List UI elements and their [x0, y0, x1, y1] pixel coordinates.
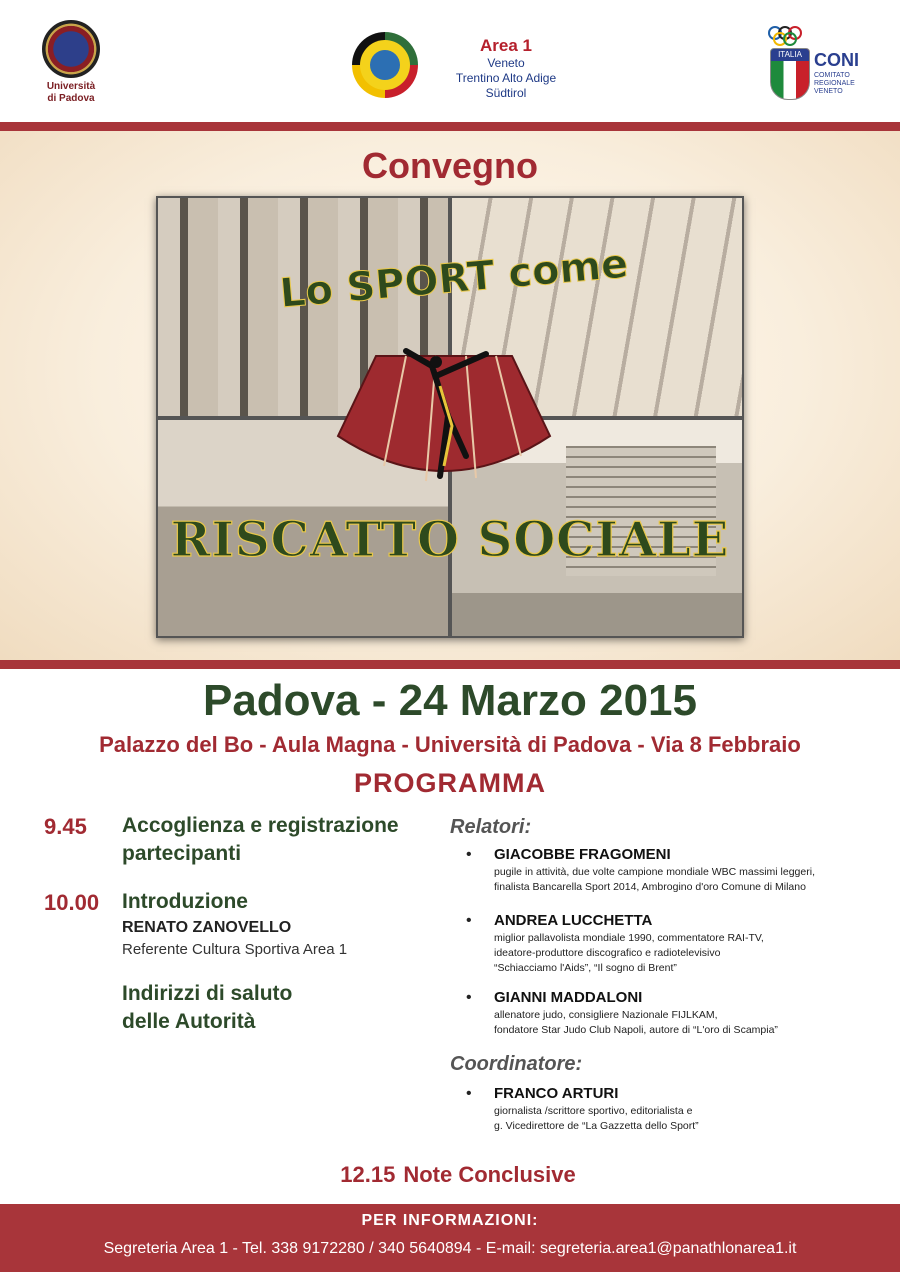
program-item-speaker: RENATO ZANOVELLO — [122, 919, 292, 936]
bullet-icon: • — [466, 1085, 472, 1102]
footer-contact: Segreteria Area 1 - Tel. 338 9172280 / 340 5640894 - E-mail: segreteria.area1@panathlonarea1.it — [103, 1240, 797, 1257]
program-item-title: Accoglienza e registrazione partecipanti — [122, 814, 399, 865]
middle-divider — [0, 660, 900, 669]
program-time: 10.00 — [44, 890, 100, 915]
event-date: Padova - 24 Marzo 2015 — [202, 676, 697, 725]
program-item-title: Introduzione — [122, 890, 248, 913]
university-logo — [36, 20, 106, 105]
convegno-title: Convegno — [362, 145, 538, 186]
bullet-icon: • — [466, 912, 472, 929]
closing-item — [0, 1162, 900, 1188]
speaker-desc: allenatore judo, consigliere Nazionale FIJLKAM, fondatore Star Judo Club Napoli, autore di “L'oro di Scampia” — [494, 1009, 778, 1036]
university-seal-icon — [42, 20, 100, 78]
area-title: Area 1 — [480, 36, 532, 55]
program-item-title: Indirizzi di saluto delle Autorità — [122, 982, 293, 1033]
coordinator-name: FRANCO ARTURI — [494, 1085, 619, 1102]
running-track-icon — [336, 346, 552, 496]
speaker-name: GIACOBBE FRAGOMENI — [494, 846, 671, 863]
italia-shield-icon: ITALIA — [770, 48, 810, 100]
bullet-icon: • — [466, 989, 472, 1006]
program-item-role: Referente Cultura Sportiva Area 1 — [122, 941, 348, 958]
banner-title-top: Lo SPORT come — [278, 240, 630, 318]
photo-collage — [156, 196, 744, 638]
banner-title-bottom: RISCATTO SOCIALE — [170, 512, 730, 568]
closing-label: Note Conclusive — [403, 1162, 576, 1187]
closing-time: 12.15 — [340, 1162, 396, 1187]
footer-heading: PER INFORMAZIONI: — [361, 1212, 539, 1229]
area-emblem-icon — [352, 32, 418, 98]
university-label: Università di Padova — [46, 81, 96, 104]
coordinatore-heading: Coordinatore: — [450, 1053, 583, 1075]
program-time: 9.45 — [44, 814, 87, 839]
speaker-desc: pugile in attività, due volte campione mondiale WBC massimi leggeri, finalista Bancarella Sport 2014, Ambrogino d'oro Comune di Milano — [494, 866, 815, 893]
area-label: Area 1 Veneto Trentino Alto Adige Südtirol — [436, 36, 576, 101]
olympic-rings-icon — [768, 26, 816, 44]
header — [0, 0, 900, 122]
bullet-icon: • — [466, 846, 472, 863]
relatori-heading: Relatori: — [450, 816, 532, 838]
top-divider — [0, 122, 900, 131]
coordinator-desc: giornalista /scrittore sportivo, editorialista e g. Vicedirettore de “La Gazzetta dello Sport” — [494, 1105, 699, 1132]
coni-logo: ITALIA CONI COMITATO REGIONALE VENETO — [764, 26, 874, 106]
speaker-name: ANDREA LUCCHETTA — [494, 912, 653, 929]
event-venue: Palazzo del Bo - Aula Magna - Università di Padova - Via 8 Febbraio — [99, 732, 801, 757]
speaker-name: GIANNI MADDALONI — [494, 989, 643, 1006]
speaker-desc: miglior pallavolista mondiale 1990, commentatore RAI-TV, ideatore-produttore discografico e radiotelevisivo “Schiacciamo l'Aids”, “Il sogno di Brent” — [494, 932, 764, 974]
programma-heading: PROGRAMMA — [354, 768, 546, 798]
